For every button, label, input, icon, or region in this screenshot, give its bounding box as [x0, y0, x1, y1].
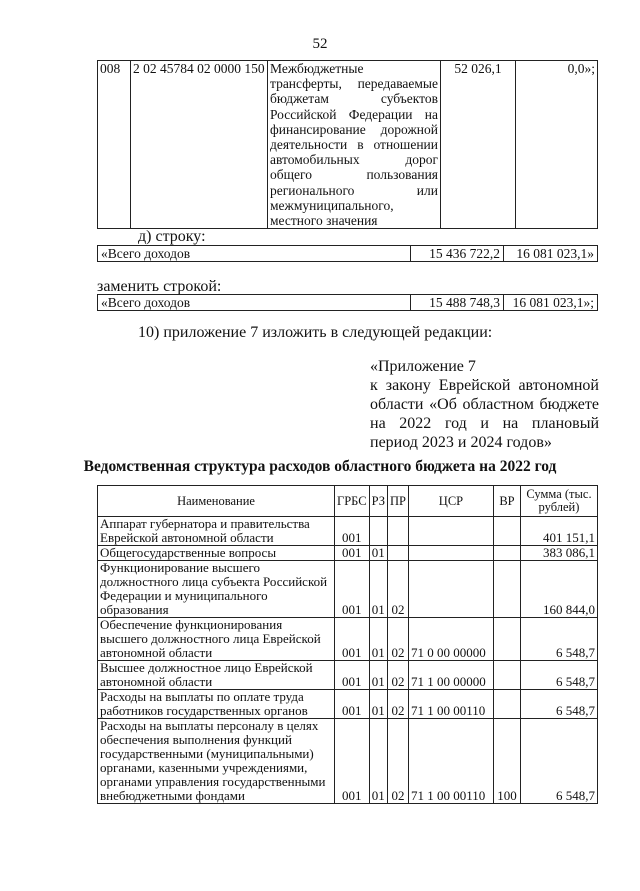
cell-name: Аппарат губернатора и правительства Еврейской автономной области	[98, 517, 335, 546]
cell-grbs: 001	[335, 690, 370, 719]
new-total-table	[97, 294, 598, 311]
table-row	[98, 295, 598, 311]
new-total-2023: 16 081 023,1»;	[504, 295, 598, 311]
old-total-table	[97, 245, 598, 262]
cell-rz: 01	[369, 719, 387, 804]
transfer-description: Межбюджетные трансферты, передаваемые бюджетам субъектов Российской Федерации на финансирование дорожной деятельности в отношении автомобильных дорог общего пользования регионального или межмуниципального, местного значения	[268, 61, 441, 229]
cell-pr	[387, 517, 408, 546]
cell-rz: 01	[369, 546, 387, 561]
cell-vr	[493, 661, 520, 690]
old-total-2023: 16 081 023,1»	[504, 246, 598, 262]
cell-vr	[493, 561, 520, 618]
cell-sum: 160 844,0	[520, 561, 597, 618]
cell-sum: 6 548,7	[520, 690, 597, 719]
cell-pr: 02	[387, 561, 408, 618]
table-row	[98, 517, 598, 546]
table-row	[98, 546, 598, 561]
cell-name: Расходы на выплаты по оплате труда работников государственных органов	[98, 690, 335, 719]
cell-sum: 383 086,1	[520, 546, 597, 561]
cell-sum: 6 548,7	[520, 719, 597, 804]
cell-csr: 71 1 00 00000	[408, 661, 493, 690]
cell-grbs: 001	[335, 618, 370, 661]
cell-rz: 01	[369, 661, 387, 690]
cell-vr	[493, 546, 520, 561]
admin-code: 008	[98, 61, 131, 229]
cell-rz	[369, 517, 387, 546]
header-sum: Сумма (тыс. рублей)	[520, 486, 597, 517]
cell-csr	[408, 517, 493, 546]
cell-pr: 02	[387, 618, 408, 661]
table-row	[98, 561, 598, 618]
table-row	[98, 719, 598, 804]
cell-name: Обеспечение функционирования высшего должностного лица Еврейской автономной области	[98, 618, 335, 661]
cell-pr: 02	[387, 719, 408, 804]
cell-rz: 01	[369, 561, 387, 618]
new-total-label: «Всего доходов	[98, 295, 411, 311]
header-rz: РЗ	[369, 486, 387, 517]
cell-rz: 01	[369, 618, 387, 661]
cell-csr	[408, 561, 493, 618]
expenditure-table	[97, 485, 598, 804]
item-10-text: 10) приложение 7 изложить в следующей редакции:	[138, 324, 493, 341]
header-vr: ВР	[493, 486, 520, 517]
cell-name: Функционирование высшего должностного лица субъекта Российской Федерации и муниципального образования	[98, 561, 335, 618]
replace-label: заменить строкой:	[97, 278, 222, 295]
new-total-2022: 15 488 748,3	[411, 295, 504, 311]
cell-name: Высшее должностное лицо Еврейской автономной области	[98, 661, 335, 690]
cell-csr: 71 0 00 00000	[408, 618, 493, 661]
cell-grbs: 001	[335, 661, 370, 690]
header-name: Наименование	[98, 486, 335, 517]
table-row	[98, 690, 598, 719]
appendix-line-1: «Приложение 7	[370, 358, 476, 375]
header-grbs: ГРБС	[335, 486, 370, 517]
cell-vr: 100	[493, 719, 520, 804]
cell-grbs: 001	[335, 561, 370, 618]
cell-name: Общегосударственные вопросы	[98, 546, 335, 561]
cell-csr: 71 1 00 00110	[408, 719, 493, 804]
appendix-line-2: к закону Еврейской автономной области «Об областном бюджете на 2022 год и на плановый период 2023 и 2024 годов»	[370, 377, 599, 451]
cell-vr	[493, 517, 520, 546]
old-total-label: «Всего доходов	[98, 246, 411, 262]
cell-grbs: 001	[335, 546, 370, 561]
appendix-caption	[370, 357, 599, 452]
cell-pr: 02	[387, 690, 408, 719]
header-pr: ПР	[387, 486, 408, 517]
table-header-row	[98, 486, 598, 517]
kbk-code: 2 02 45784 02 0000 150	[131, 61, 268, 229]
cell-name: Расходы на выплаты персоналу в целях обеспечения выполнения функций государственными (муниципальными) органами, казенными учреждениями, органами управления государственными внебюджетными фондами	[98, 719, 335, 804]
cell-sum: 401 151,1	[520, 517, 597, 546]
cell-csr	[408, 546, 493, 561]
cell-sum: 6 548,7	[520, 661, 597, 690]
cell-pr: 02	[387, 661, 408, 690]
page-number: 52	[312, 36, 328, 52]
table-title: Ведомственная структура расходов областного бюджета на 2022 год	[83, 458, 557, 475]
old-total-2022: 15 436 722,2	[411, 246, 504, 262]
cell-csr: 71 1 00 00110	[408, 690, 493, 719]
cell-pr	[387, 546, 408, 561]
header-csr: ЦСР	[408, 486, 493, 517]
table-row	[98, 661, 598, 690]
transfer-amount: 52 026,1	[441, 61, 516, 229]
transfer-value: 0,0»;	[516, 61, 598, 229]
cell-sum: 6 548,7	[520, 618, 597, 661]
cell-vr	[493, 618, 520, 661]
transfer-table	[97, 60, 598, 229]
cell-grbs: 001	[335, 719, 370, 804]
table-row	[98, 618, 598, 661]
cell-rz: 01	[369, 690, 387, 719]
table-row	[98, 61, 598, 229]
table-row	[98, 246, 598, 262]
line-d-label: д) строку:	[138, 228, 206, 245]
cell-vr	[493, 690, 520, 719]
cell-grbs: 001	[335, 517, 370, 546]
